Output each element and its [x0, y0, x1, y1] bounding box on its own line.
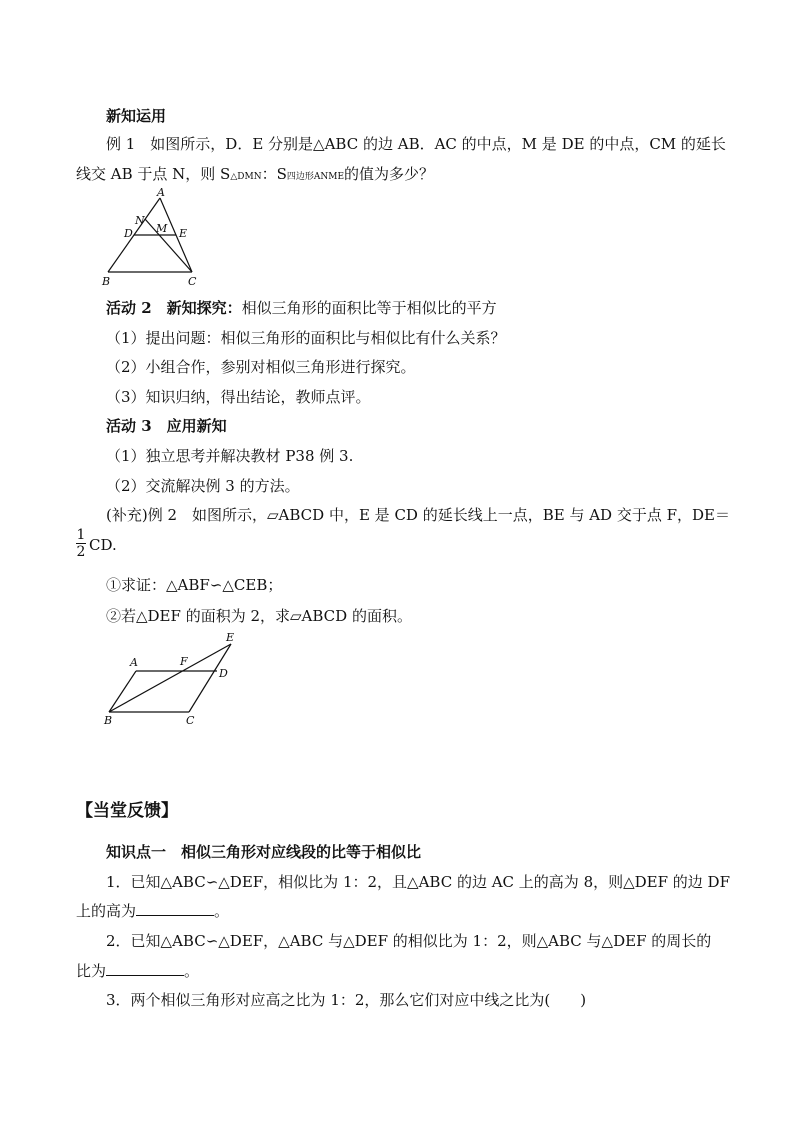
activity2-item2: （2）小组合作，参别对相似三角形进行探究。	[106, 358, 416, 376]
fig2-label-f: F	[180, 655, 188, 668]
example1-line2-mid: ：S	[261, 165, 287, 183]
question3-suffix: )	[580, 991, 587, 1009]
question1-line1: 1．已知△ABC∽△DEF，相似比为 1：2，且△ABC 的边 AC 上的高为 8，则△DEF 的边 DF	[106, 873, 730, 891]
fig1-label-b: B	[102, 275, 111, 288]
question1-prefix: 上的高为	[76, 902, 137, 920]
fig1-label-e: E	[179, 227, 188, 240]
fig1-label-m: M	[156, 222, 168, 235]
section-title-new-knowledge-use: 新知运用	[106, 107, 167, 125]
activity3-title: 活动 3 应用新知	[106, 417, 227, 435]
activity3-item1: （1）独立思考并解决教材 P38 例 3.	[106, 447, 354, 465]
question1-answer-blank[interactable]	[136, 901, 214, 916]
example2-line2-suffix: CD.	[89, 536, 117, 554]
figure1-triangle	[100, 186, 210, 290]
fig2-edge-ab	[109, 671, 136, 712]
activity2-item3: （3）知识归纳，得出结论，教师点评。	[106, 388, 371, 406]
activity2-title	[106, 298, 497, 318]
question3-line	[106, 990, 586, 1010]
activity2-title-rest: 相似三角形的面积比等于相似比的平方	[241, 299, 497, 317]
question2-line1: 2．已知△ABC∽△DEF，△ABC 与△DEF 的相似比为 1：2，则△ABC 与△DEF 的周长的	[106, 932, 712, 950]
figure2-parallelogram	[100, 628, 250, 728]
fig1-label-n: N	[135, 214, 145, 227]
example2-q1: ①求证：△ABF∽△CEB；	[106, 576, 283, 594]
example2-frac-denominator: 2	[76, 544, 86, 560]
question2-answer-blank[interactable]	[106, 961, 184, 976]
example1-sub-dmn: △DMN	[230, 172, 262, 182]
example1-line2-prefix: 线交 AB 于点 N，则 S	[76, 165, 231, 183]
example1-line2	[76, 164, 434, 187]
example2-q2: ②若△DEF 的面积为 2，求▱ABCD 的面积。	[106, 607, 412, 625]
example2-frac-numerator: 1	[76, 527, 86, 543]
fig2-label-d: D	[219, 667, 228, 680]
activity2-item1: （1）提出问题：相似三角形的面积比与相似比有什么关系？	[106, 329, 506, 347]
activity3-item2: （2）交流解决例 3 的方法。	[106, 477, 300, 495]
question1-line2	[76, 901, 229, 921]
question3-prefix: 3．两个相似三角形对应高之比为 1：2，那么它们对应中线之比为(	[106, 991, 551, 1009]
question1-suffix: 。	[214, 902, 230, 920]
example2-line1: (补充)例 2 如图所示，▱ABCD 中，E 是 CD 的延长线上一点，BE 与 AD 交于点 F，DE＝	[106, 506, 731, 524]
fig1-label-c: C	[188, 275, 197, 288]
question2-suffix: 。	[184, 962, 200, 980]
activity2-title-bold: 活动 2 新知探究：	[106, 299, 242, 317]
example1-line1: 例 1 如图所示，D．E 分别是△ABC 的边 AB．AC 的中点，M 是 DE 的中点，CM 的延长	[106, 135, 726, 153]
fig2-label-c: C	[186, 714, 195, 727]
fig2-segment-be	[109, 644, 231, 712]
fig2-label-a: A	[130, 656, 138, 669]
feedback-heading: 【当堂反馈】	[76, 801, 178, 821]
fig2-label-e: E	[226, 631, 235, 644]
question2-prefix: 比为	[76, 962, 107, 980]
knowledge-point-1: 知识点一 相似三角形对应线段的比等于相似比	[106, 843, 422, 861]
fig1-label-d: D	[124, 227, 133, 240]
fig2-label-b: B	[104, 714, 113, 727]
example1-line2-suffix: 的值为多少？	[344, 165, 435, 183]
question2-line2	[76, 961, 199, 981]
example1-sub-anme: 四边形ANME	[286, 172, 345, 182]
fig1-label-a: A	[157, 186, 165, 199]
